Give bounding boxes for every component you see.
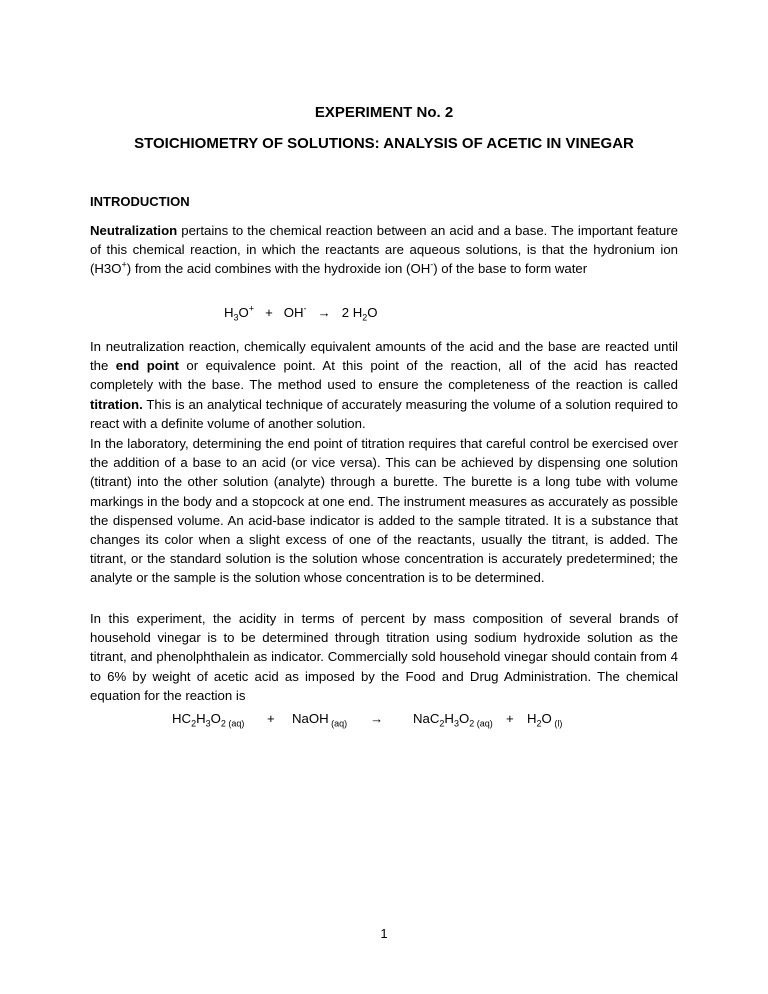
- eq1-hydronium: H: [224, 305, 234, 320]
- p2-text-a: In neutralization reaction, chemically equivalent amounts of the acid and the base are reacted until the: [90, 339, 678, 374]
- term-neutralization: Neutralization: [90, 223, 178, 238]
- p2-text-c: This is an analytical technique of accurately measuring the volume of a solution required to react with a definite volume of another solution.: [90, 396, 678, 431]
- paragraph-end-point: [90, 337, 678, 433]
- p1-text-c: ) of the base to form water: [433, 261, 588, 277]
- p1-text-b: ) from the acid combines with the hydroxide ion (OH: [126, 261, 431, 277]
- eq1-arrow: →: [317, 305, 331, 320]
- experiment-subtitle: STOICHIOMETRY OF SOLUTIONS: ANALYSIS OF ACETIC IN VINEGAR: [134, 135, 634, 152]
- section-heading: INTRODUCTION: [90, 194, 190, 209]
- experiment-title: EXPERIMENT No. 2: [314, 104, 454, 121]
- eq2-product-water: $H_2O$ $_{(l)}$: [527, 711, 563, 729]
- eq2-reactant-acetic-acid: $HC_2H_3O_{2 (aq)}$: [172, 711, 245, 729]
- paragraph-neutralization: Neutralization pertains to the chemical reaction between an acid and a base. The important feature of this chemical reaction, in which the reactants are aqueous solutions, is that the hydronium ion (H3O+) from the acid combines with the hydroxide ion (OH-) of the base to form water: [90, 223, 678, 277]
- paragraph-laboratory: In the laboratory, determining the end point of titration requires that careful control be exercised over the addition of a base to an acid (or vice versa). This can be achieved by dispensing one solution (titrant) into the other solution (analyte) through a burette. The burette is a long tube with volume markings in the body and a stopcock at one end. The instrument measures as accurately as possible the dispensed volume. An acid-base indicator is added to the sample titrated. It is a substance that changes its color when a slight excess of one of the reactants, usually the titrant, is added. The titrant, or the standard solution is the solution whose concentration is accurately predetermined; the analyte or the sample is the solution whose concentration is to be determined.: [90, 436, 678, 586]
- eq2-plus-2: +: [506, 711, 514, 726]
- eq2-product-sodium-acetate: $NaC_2H_3O_{2 (aq)}$: [413, 711, 493, 729]
- page-number: 1: [380, 926, 388, 941]
- equation-water-formation: $H_3O^+ + OH^-$ → 2 $H_2O$: [224, 303, 378, 323]
- eq2-plus-1: +: [267, 711, 275, 726]
- term-titration: titration.: [90, 396, 143, 412]
- p2-text-b: or equivalence point. At this point of the reaction, all of the acid has reacted completely with the base. The method used to ensure the completeness of the reaction is called: [90, 358, 678, 393]
- paragraph-experiment: In this experiment, the acidity in terms of percent by mass composition of several brands of household vinegar is to be determined through titration using sodium hydroxide solution as the titrant, and phenolphthalein as indicator. Commercially sold household vinegar should contain from 4 to 6% by weight of acetic acid as imposed by the Food and Drug Administration. The chemical equation for the reaction is: [90, 611, 678, 703]
- p1-text-a: pertains to the chemical reaction between an acid and a base. The important feature of this chemical reaction, in which the reactants are aqueous solutions, is that the hydronium ion (H: [90, 223, 678, 277]
- eq2-arrow: →: [370, 711, 384, 726]
- eq1-product: 2 H: [341, 305, 363, 320]
- eq2-reactant-naoh: NaOH $_{(aq)}$: [292, 711, 348, 729]
- term-end-point: end point: [115, 358, 179, 374]
